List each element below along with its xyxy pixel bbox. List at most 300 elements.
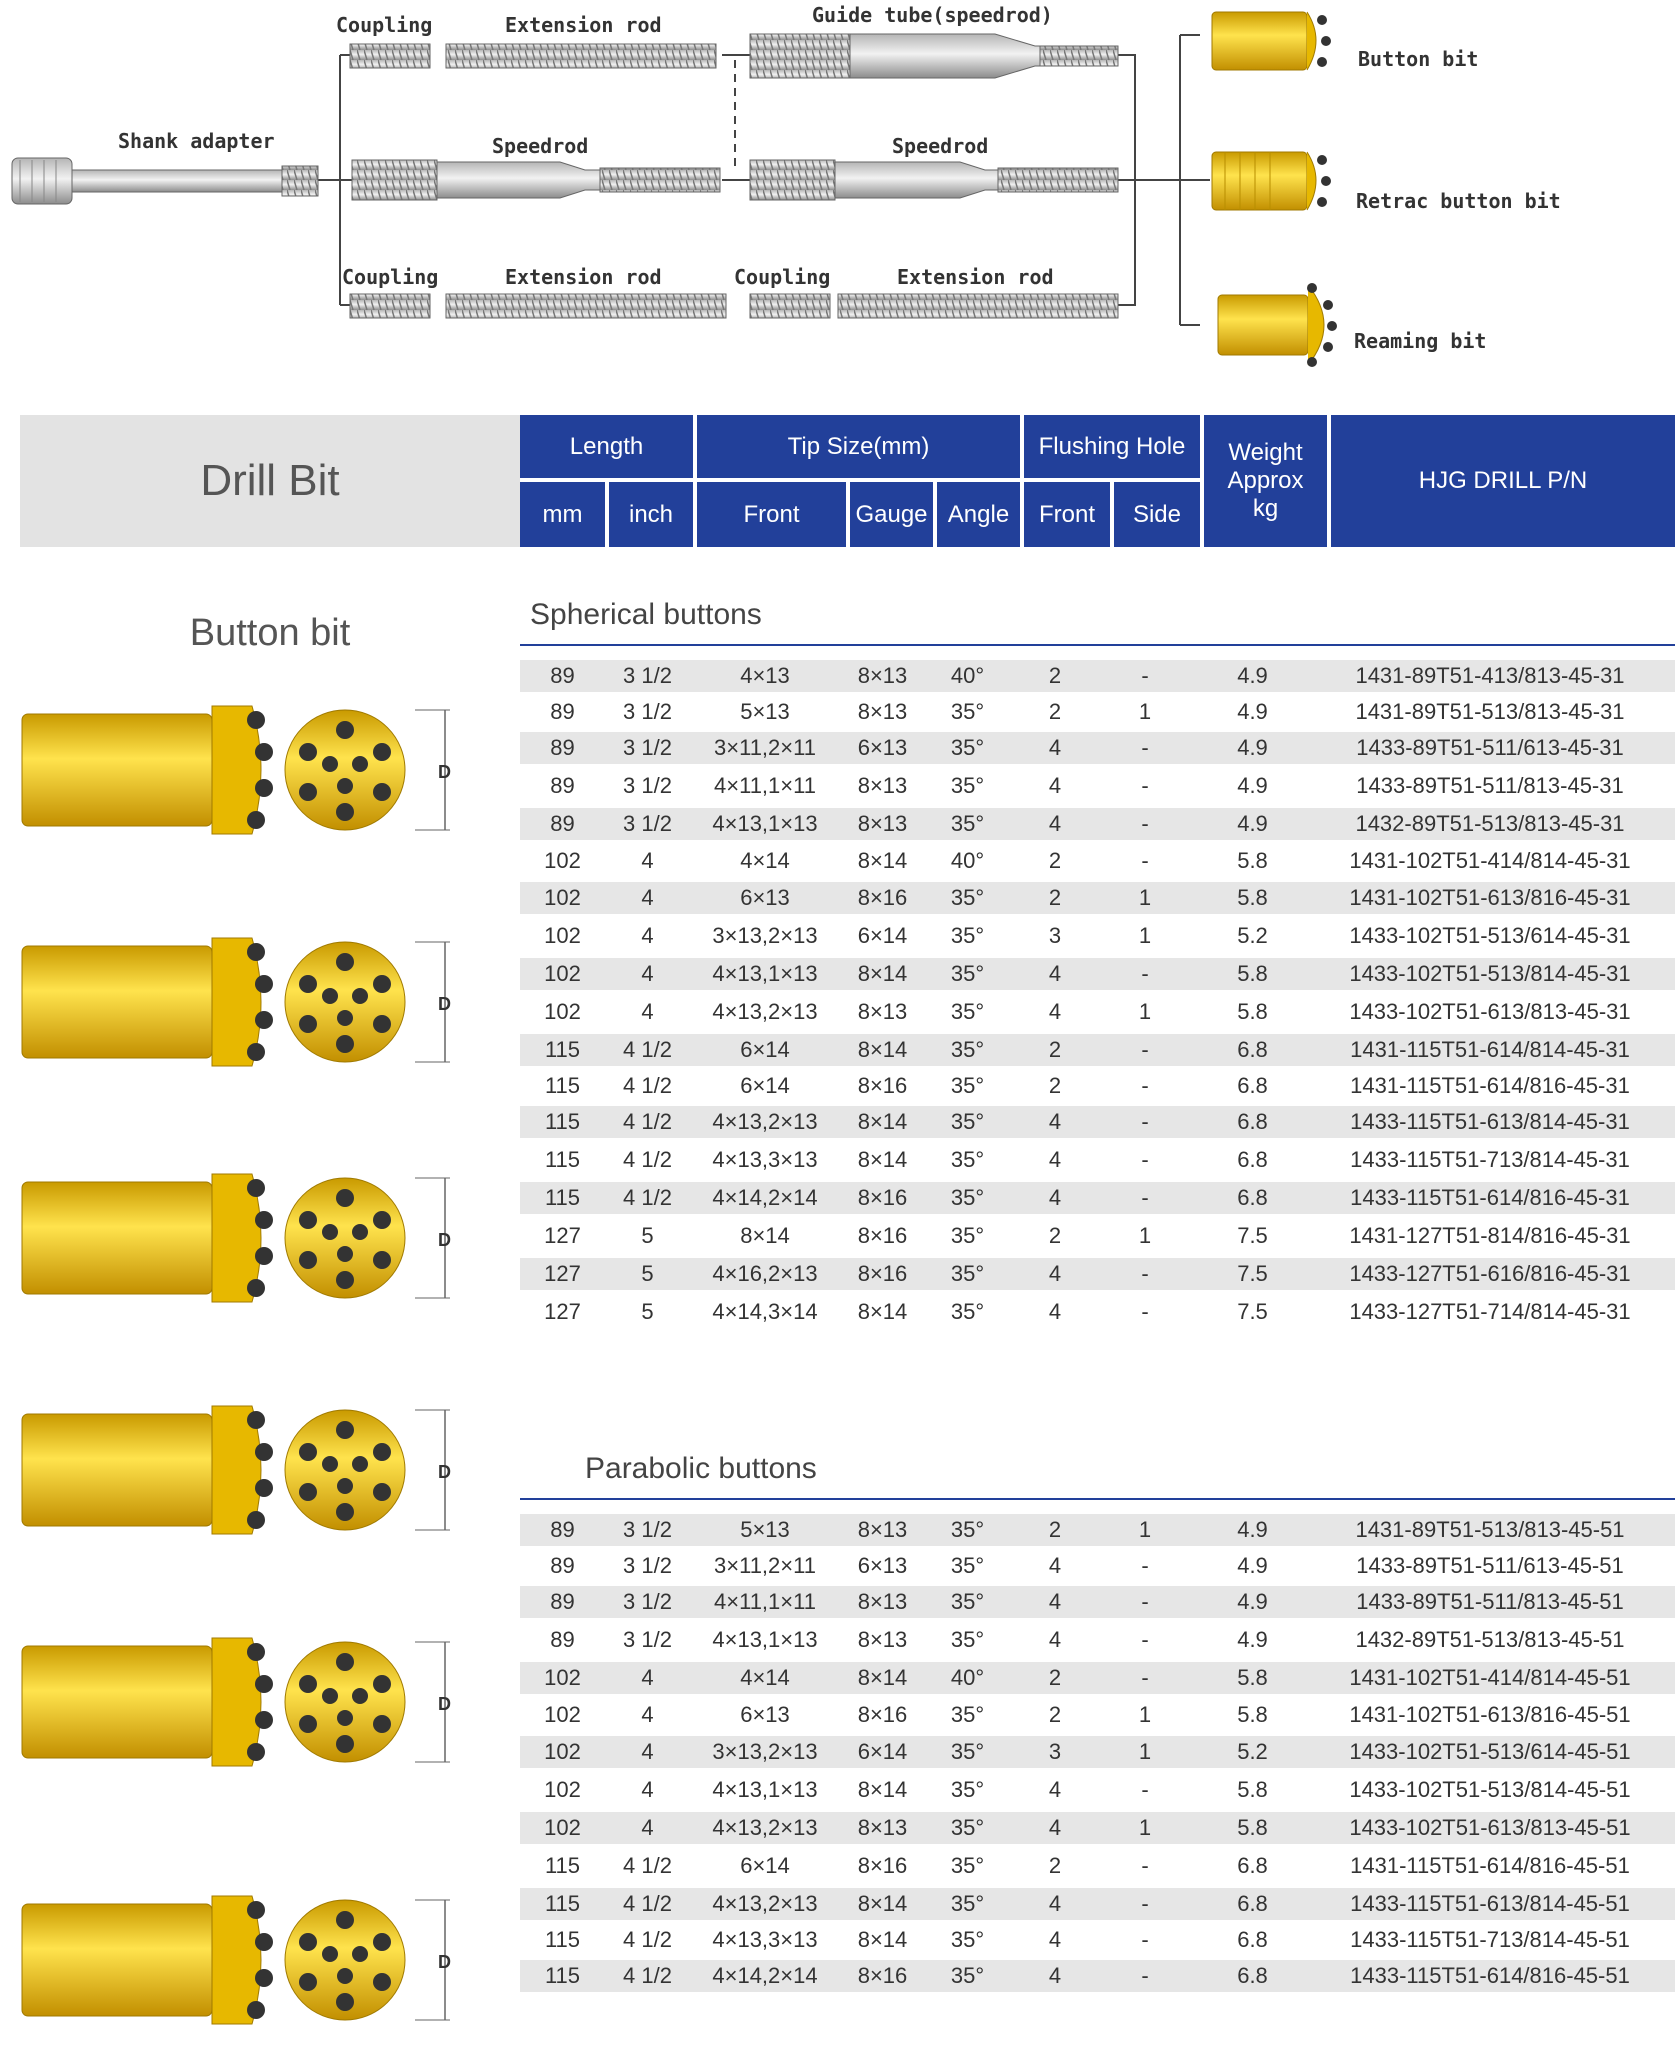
cell-weight: 6.8 bbox=[1237, 1185, 1268, 1210]
cell-flushing-side: - bbox=[1141, 1891, 1149, 1916]
table-row bbox=[520, 1258, 1675, 1290]
cell-mm: 89 bbox=[550, 735, 575, 760]
cell-tip-front: 3×13,2×13 bbox=[712, 923, 818, 948]
table-row bbox=[520, 1514, 1675, 1546]
cell-flushing-side: - bbox=[1141, 1963, 1149, 1988]
cell-tip-angle: 35° bbox=[950, 1777, 985, 1802]
cell-flushing-front: 4 bbox=[1048, 999, 1062, 1024]
table-row bbox=[520, 660, 1675, 692]
cell-weight: 6.8 bbox=[1237, 1037, 1268, 1062]
cell-tip-front: 4×13,1×13 bbox=[712, 1627, 818, 1652]
cell-tip-gauge: 8×16 bbox=[857, 1963, 908, 1988]
cell-part-number: 1433-127T51-616/816-45-31 bbox=[1349, 1261, 1631, 1286]
cell-tip-angle: 35° bbox=[950, 1739, 985, 1764]
cell-tip-front: 6×13 bbox=[740, 885, 790, 910]
cell-weight: 4.9 bbox=[1237, 1517, 1268, 1542]
table-row bbox=[520, 1586, 1675, 1618]
table-row bbox=[520, 1138, 1675, 1182]
cell-tip-front: 4×14,3×14 bbox=[712, 1299, 818, 1324]
cell-tip-front: 5×13 bbox=[740, 1517, 790, 1542]
table-row bbox=[520, 1106, 1675, 1138]
cell-mm: 89 bbox=[550, 663, 575, 688]
cell-mm: 89 bbox=[550, 1627, 575, 1652]
table-row bbox=[520, 840, 1675, 882]
cell-part-number: 1433-115T51-613/814-45-51 bbox=[1350, 1891, 1630, 1916]
header-flushing-side: Side bbox=[1114, 482, 1200, 547]
button-bit-title: Button bit bbox=[189, 612, 351, 654]
table-row bbox=[520, 732, 1675, 764]
cell-flushing-side: - bbox=[1141, 1665, 1149, 1690]
cell-mm: 89 bbox=[550, 773, 575, 798]
reaming-bit-graphic bbox=[1218, 283, 1337, 367]
cell-flushing-side: - bbox=[1141, 961, 1149, 986]
cell-flushing-front: 2 bbox=[1048, 699, 1062, 724]
table-row bbox=[520, 1960, 1675, 1992]
cell-flushing-side: 1 bbox=[1138, 923, 1152, 948]
diameter-label: D bbox=[438, 994, 451, 1014]
cell-part-number: 1433-102T51-513/614-45-51 bbox=[1349, 1739, 1631, 1764]
cell-tip-front: 4×13,2×13 bbox=[712, 999, 818, 1024]
cell-flushing-front: 2 bbox=[1048, 1223, 1062, 1248]
diameter-label: D bbox=[438, 762, 451, 782]
cell-flushing-front: 2 bbox=[1048, 848, 1062, 873]
cell-flushing-front: 4 bbox=[1048, 1589, 1062, 1614]
cell-part-number: 1431-115T51-614/814-45-31 bbox=[1350, 1037, 1630, 1062]
header-weight: Weight Approx kg bbox=[1204, 415, 1327, 547]
cell-weight: 5.2 bbox=[1237, 1739, 1268, 1764]
table-row bbox=[520, 1768, 1675, 1812]
table-row bbox=[520, 692, 1675, 732]
table-row bbox=[520, 1034, 1675, 1066]
extension-rod-graphic-2 bbox=[446, 294, 726, 318]
cell-weight: 4.9 bbox=[1237, 1589, 1268, 1614]
cell-tip-front: 4×13,1×13 bbox=[712, 811, 818, 836]
cell-part-number: 1431-89T51-413/813-45-31 bbox=[1355, 663, 1625, 688]
cell-tip-gauge: 8×16 bbox=[857, 1223, 908, 1248]
drill-string-diagram bbox=[0, 0, 1677, 400]
cell-tip-angle: 35° bbox=[950, 1037, 985, 1062]
cell-tip-gauge: 8×13 bbox=[857, 663, 908, 688]
table-row bbox=[520, 1546, 1675, 1586]
cell-weight: 7.5 bbox=[1237, 1299, 1268, 1324]
cell-tip-front: 6×14 bbox=[740, 1073, 790, 1098]
cell-tip-angle: 35° bbox=[950, 1627, 985, 1652]
cell-mm: 115 bbox=[544, 1927, 581, 1952]
coupling-label-3: Coupling bbox=[734, 265, 831, 289]
cell-inch: 3 1/2 bbox=[623, 773, 672, 798]
cell-tip-angle: 35° bbox=[950, 1891, 985, 1916]
table-row bbox=[520, 1694, 1675, 1736]
cell-mm: 102 bbox=[544, 1739, 581, 1764]
extension-rod-graphic-3 bbox=[838, 294, 1118, 318]
cell-inch: 4 1/2 bbox=[623, 1073, 672, 1098]
cell-flushing-side: - bbox=[1141, 1109, 1149, 1134]
cell-tip-angle: 35° bbox=[950, 1147, 985, 1172]
cell-weight: 5.8 bbox=[1237, 1777, 1268, 1802]
cell-part-number: 1433-102T51-513/614-45-31 bbox=[1349, 923, 1631, 948]
cell-inch: 3 1/2 bbox=[623, 1517, 672, 1542]
table-row bbox=[520, 808, 1675, 840]
diameter-label: D bbox=[438, 1952, 451, 1972]
cell-tip-gauge: 8×14 bbox=[857, 1665, 908, 1690]
table-title: Drill Bit bbox=[20, 415, 520, 547]
cell-part-number: 1433-115T51-713/814-45-51 bbox=[1350, 1927, 1630, 1952]
cell-weight: 4.9 bbox=[1237, 773, 1268, 798]
cell-tip-gauge: 8×13 bbox=[857, 1815, 908, 1840]
cell-tip-gauge: 8×13 bbox=[857, 1589, 908, 1614]
cell-weight: 4.9 bbox=[1237, 1627, 1268, 1652]
extension-rod-label-3: Extension rod bbox=[897, 265, 1054, 289]
cell-inch: 4 bbox=[641, 961, 654, 986]
cell-part-number: 1431-102T51-613/816-45-31 bbox=[1349, 885, 1631, 910]
cell-flushing-front: 4 bbox=[1048, 811, 1062, 836]
cell-flushing-front: 4 bbox=[1048, 1777, 1062, 1802]
cell-flushing-side: - bbox=[1141, 773, 1149, 798]
cell-inch: 3 1/2 bbox=[623, 1627, 672, 1652]
cell-flushing-side: - bbox=[1141, 1553, 1149, 1578]
cell-weight: 4.9 bbox=[1237, 811, 1268, 836]
cell-flushing-front: 4 bbox=[1048, 1627, 1062, 1652]
cell-mm: 102 bbox=[544, 1665, 581, 1690]
cell-tip-front: 3×11,2×11 bbox=[714, 735, 816, 760]
cell-flushing-side: - bbox=[1141, 1185, 1149, 1210]
cell-inch: 4 bbox=[641, 1665, 654, 1690]
header-flushing-hole: Flushing Hole bbox=[1024, 415, 1200, 478]
cell-inch: 5 bbox=[641, 1261, 654, 1286]
speedrod-label-2: Speedrod bbox=[892, 134, 989, 158]
cell-flushing-front: 4 bbox=[1048, 1147, 1062, 1172]
cell-inch: 3 1/2 bbox=[623, 1589, 672, 1614]
cell-flushing-front: 4 bbox=[1048, 1185, 1062, 1210]
header-part-number: HJG DRILL P/N bbox=[1331, 415, 1675, 547]
cell-part-number: 1433-89T51-511/813-45-51 bbox=[1356, 1589, 1624, 1614]
retrac-button-bit-label: Retrac button bit bbox=[1356, 189, 1561, 213]
shank-adapter-graphic bbox=[12, 158, 318, 204]
cell-flushing-front: 2 bbox=[1048, 1517, 1062, 1542]
cell-tip-gauge: 6×13 bbox=[857, 735, 908, 760]
cell-mm: 115 bbox=[544, 1109, 581, 1134]
cell-part-number: 1431-89T51-513/813-45-51 bbox=[1355, 1517, 1625, 1542]
diameter-label: D bbox=[438, 1230, 451, 1250]
retrac-button-bit-graphic bbox=[1212, 152, 1331, 210]
cell-part-number: 1431-89T51-513/813-45-31 bbox=[1355, 699, 1625, 724]
cell-flushing-side: 1 bbox=[1138, 1223, 1152, 1248]
cell-flushing-side: - bbox=[1141, 1261, 1149, 1286]
cell-mm: 102 bbox=[544, 1702, 581, 1727]
cell-tip-front: 4×16,2×13 bbox=[712, 1261, 818, 1286]
cell-tip-front: 4×13,2×13 bbox=[712, 1109, 818, 1134]
cell-tip-gauge: 8×14 bbox=[857, 1109, 908, 1134]
cell-flushing-front: 4 bbox=[1048, 1815, 1062, 1840]
cell-flushing-front: 4 bbox=[1048, 1927, 1062, 1952]
cell-weight: 6.8 bbox=[1237, 1927, 1268, 1952]
header-tip-angle: Angle bbox=[937, 482, 1020, 547]
cell-inch: 3 1/2 bbox=[623, 663, 672, 688]
cell-mm: 127 bbox=[544, 1299, 581, 1324]
cell-tip-angle: 35° bbox=[950, 923, 985, 948]
table-row bbox=[520, 1888, 1675, 1920]
table-header bbox=[20, 415, 1675, 547]
cell-mm: 127 bbox=[544, 1261, 581, 1286]
cell-inch: 4 bbox=[641, 1777, 654, 1802]
cell-weight: 6.8 bbox=[1237, 1073, 1268, 1098]
header-tip-gauge: Gauge bbox=[850, 482, 933, 547]
cell-tip-gauge: 6×14 bbox=[857, 1739, 908, 1764]
cell-flushing-front: 2 bbox=[1048, 885, 1062, 910]
cell-inch: 4 1/2 bbox=[623, 1927, 672, 1952]
cell-tip-angle: 35° bbox=[950, 1589, 985, 1614]
cell-weight: 5.8 bbox=[1237, 999, 1268, 1024]
extension-rod-graphic-1 bbox=[446, 44, 716, 68]
cell-tip-front: 6×13 bbox=[740, 1702, 790, 1727]
parabolic-rule bbox=[520, 1498, 1675, 1500]
cell-tip-angle: 35° bbox=[950, 735, 985, 760]
cell-part-number: 1433-102T51-513/814-45-31 bbox=[1349, 961, 1631, 986]
button-bit-graphic bbox=[1212, 12, 1331, 70]
speedrod-graphic-1 bbox=[352, 160, 720, 200]
cell-part-number: 1433-102T51-613/813-45-31 bbox=[1349, 999, 1631, 1024]
table-row bbox=[520, 1182, 1675, 1214]
cell-weight: 5.8 bbox=[1237, 848, 1268, 873]
cell-mm: 102 bbox=[544, 885, 581, 910]
spherical-table bbox=[520, 660, 1675, 1334]
cell-mm: 89 bbox=[550, 811, 575, 836]
cell-flushing-front: 2 bbox=[1048, 1853, 1062, 1878]
cell-tip-gauge: 8×14 bbox=[857, 961, 908, 986]
cell-inch: 5 bbox=[641, 1299, 654, 1324]
cell-flushing-side: - bbox=[1141, 1073, 1149, 1098]
cell-mm: 115 bbox=[544, 1185, 581, 1210]
cell-tip-angle: 35° bbox=[950, 1702, 985, 1727]
cell-tip-front: 4×11,1×11 bbox=[714, 1589, 816, 1614]
button-bit-image bbox=[20, 1890, 460, 2030]
cell-flushing-front: 3 bbox=[1048, 923, 1062, 948]
extension-rod-label-2: Extension rod bbox=[505, 265, 662, 289]
cell-inch: 3 1/2 bbox=[623, 1553, 672, 1578]
cell-tip-front: 3×13,2×13 bbox=[712, 1739, 818, 1764]
cell-tip-gauge: 8×16 bbox=[857, 1853, 908, 1878]
cell-tip-gauge: 8×14 bbox=[857, 1891, 908, 1916]
cell-flushing-side: - bbox=[1141, 1927, 1149, 1952]
cell-mm: 115 bbox=[544, 1147, 581, 1172]
guide-tube-label: Guide tube(speedrod) bbox=[812, 3, 1053, 27]
cell-tip-gauge: 8×16 bbox=[857, 885, 908, 910]
cell-tip-front: 4×11,1×11 bbox=[714, 773, 816, 798]
cell-tip-front: 6×14 bbox=[740, 1853, 790, 1878]
cell-flushing-side: - bbox=[1141, 811, 1149, 836]
diameter-label: D bbox=[438, 1462, 451, 1482]
cell-tip-angle: 35° bbox=[950, 961, 985, 986]
cell-flushing-front: 4 bbox=[1048, 1963, 1062, 1988]
coupling-graphic-2 bbox=[350, 294, 430, 318]
button-bit-image bbox=[20, 1168, 460, 1308]
cell-weight: 5.8 bbox=[1237, 1702, 1268, 1727]
cell-flushing-front: 2 bbox=[1048, 663, 1062, 688]
cell-flushing-front: 4 bbox=[1048, 1261, 1062, 1286]
header-length-mm: mm bbox=[520, 482, 605, 547]
cell-tip-gauge: 8×14 bbox=[857, 848, 908, 873]
cell-flushing-front: 4 bbox=[1048, 1553, 1062, 1578]
cell-flushing-front: 4 bbox=[1048, 735, 1062, 760]
cell-weight: 6.8 bbox=[1237, 1147, 1268, 1172]
cell-tip-gauge: 8×16 bbox=[857, 1185, 908, 1210]
button-bit-label: Button bit bbox=[1358, 47, 1479, 71]
cell-tip-angle: 35° bbox=[950, 1553, 985, 1578]
cell-flushing-front: 4 bbox=[1048, 1109, 1062, 1134]
cell-tip-angle: 35° bbox=[950, 699, 985, 724]
cell-tip-gauge: 8×16 bbox=[857, 1073, 908, 1098]
cell-tip-gauge: 8×14 bbox=[857, 1037, 908, 1062]
cell-tip-front: 4×14 bbox=[740, 848, 790, 873]
cell-weight: 4.9 bbox=[1237, 663, 1268, 688]
spherical-rule bbox=[520, 644, 1675, 646]
cell-inch: 4 bbox=[641, 1702, 654, 1727]
cell-tip-angle: 35° bbox=[950, 1073, 985, 1098]
cell-flushing-side: 1 bbox=[1138, 699, 1152, 724]
cell-flushing-side: 1 bbox=[1138, 1702, 1152, 1727]
cell-tip-angle: 35° bbox=[950, 1927, 985, 1952]
cell-mm: 115 bbox=[544, 1891, 581, 1916]
cell-part-number: 1433-115T51-613/814-45-31 bbox=[1350, 1109, 1630, 1134]
cell-inch: 4 1/2 bbox=[623, 1109, 672, 1134]
cell-part-number: 1433-102T51-513/814-45-51 bbox=[1349, 1777, 1631, 1802]
header-tip-size: Tip Size(mm) bbox=[697, 415, 1020, 478]
cell-mm: 102 bbox=[544, 923, 581, 948]
table-row bbox=[520, 958, 1675, 990]
cell-mm: 127 bbox=[544, 1223, 581, 1248]
cell-tip-angle: 35° bbox=[950, 1299, 985, 1324]
cell-tip-angle: 40° bbox=[950, 1665, 985, 1690]
cell-weight: 5.8 bbox=[1237, 885, 1268, 910]
cell-weight: 5.2 bbox=[1237, 923, 1268, 948]
cell-tip-gauge: 8×14 bbox=[857, 1927, 908, 1952]
cell-part-number: 1433-127T51-714/814-45-31 bbox=[1349, 1299, 1631, 1324]
cell-inch: 3 1/2 bbox=[623, 699, 672, 724]
cell-weight: 7.5 bbox=[1237, 1223, 1268, 1248]
button-bit-image bbox=[20, 932, 460, 1072]
cell-part-number: 1431-115T51-614/816-45-51 bbox=[1350, 1853, 1630, 1878]
cell-tip-front: 4×13,2×13 bbox=[712, 1891, 818, 1916]
parabolic-table bbox=[520, 1514, 1675, 1992]
cell-inch: 4 bbox=[641, 1815, 654, 1840]
cell-tip-front: 4×13,1×13 bbox=[712, 961, 818, 986]
cell-weight: 6.8 bbox=[1237, 1891, 1268, 1916]
cell-tip-angle: 35° bbox=[950, 1223, 985, 1248]
cell-flushing-front: 4 bbox=[1048, 1299, 1062, 1324]
cell-part-number: 1433-115T51-614/816-45-51 bbox=[1350, 1963, 1630, 1988]
diameter-label: D bbox=[438, 1694, 451, 1714]
parabolic-buttons-label: Parabolic buttons bbox=[585, 1452, 817, 1485]
speedrod-graphic-2 bbox=[750, 160, 1118, 200]
cell-tip-gauge: 8×16 bbox=[857, 1261, 908, 1286]
cell-mm: 115 bbox=[544, 1853, 581, 1878]
cell-flushing-side: 1 bbox=[1138, 1815, 1152, 1840]
extension-rod-label-1: Extension rod bbox=[505, 13, 662, 37]
cell-part-number: 1433-115T51-713/814-45-31 bbox=[1350, 1147, 1630, 1172]
cell-inch: 4 bbox=[641, 885, 654, 910]
cell-tip-gauge: 8×13 bbox=[857, 773, 908, 798]
cell-flushing-front: 4 bbox=[1048, 961, 1062, 986]
spherical-buttons-label: Spherical buttons bbox=[530, 598, 762, 631]
cell-part-number: 1431-115T51-614/816-45-31 bbox=[1350, 1073, 1630, 1098]
cell-inch: 4 1/2 bbox=[623, 1147, 672, 1172]
cell-inch: 4 1/2 bbox=[623, 1037, 672, 1062]
table-row bbox=[520, 1214, 1675, 1258]
table-row bbox=[520, 1812, 1675, 1844]
cell-part-number: 1433-89T51-511/613-45-51 bbox=[1356, 1553, 1624, 1578]
cell-mm: 102 bbox=[544, 961, 581, 986]
cell-tip-front: 4×13,3×13 bbox=[712, 1147, 818, 1172]
cell-tip-gauge: 8×14 bbox=[857, 1147, 908, 1172]
cell-mm: 115 bbox=[544, 1073, 581, 1098]
cell-tip-angle: 35° bbox=[950, 999, 985, 1024]
cell-part-number: 1432-89T51-513/813-45-31 bbox=[1355, 811, 1625, 836]
cell-weight: 5.8 bbox=[1237, 1815, 1268, 1840]
cell-tip-gauge: 8×14 bbox=[857, 1777, 908, 1802]
cell-flushing-side: - bbox=[1141, 1147, 1149, 1172]
cell-inch: 4 bbox=[641, 1739, 654, 1764]
coupling-graphic-3 bbox=[750, 294, 830, 318]
header-length-inch: inch bbox=[609, 482, 693, 547]
cell-tip-angle: 35° bbox=[950, 1261, 985, 1286]
header-flushing-front: Front bbox=[1024, 482, 1110, 547]
button-bit-image bbox=[20, 700, 460, 840]
table-row bbox=[520, 1844, 1675, 1888]
cell-mm: 89 bbox=[550, 1589, 575, 1614]
cell-tip-angle: 40° bbox=[950, 663, 985, 688]
cell-inch: 5 bbox=[641, 1223, 654, 1248]
cell-flushing-side: 1 bbox=[1138, 1739, 1152, 1764]
cell-part-number: 1431-127T51-814/816-45-31 bbox=[1349, 1223, 1631, 1248]
cell-tip-angle: 35° bbox=[950, 811, 985, 836]
cell-tip-angle: 35° bbox=[950, 773, 985, 798]
cell-inch: 4 bbox=[641, 923, 654, 948]
cell-weight: 6.8 bbox=[1237, 1853, 1268, 1878]
cell-mm: 102 bbox=[544, 848, 581, 873]
cell-tip-angle: 35° bbox=[950, 1517, 985, 1542]
cell-tip-angle: 35° bbox=[950, 1815, 985, 1840]
cell-flushing-side: - bbox=[1141, 1777, 1149, 1802]
cell-mm: 115 bbox=[544, 1037, 581, 1062]
cell-flushing-side: 1 bbox=[1138, 1517, 1152, 1542]
table-row bbox=[520, 1290, 1675, 1334]
cell-flushing-side: - bbox=[1141, 1589, 1149, 1614]
table-row bbox=[520, 764, 1675, 808]
cell-tip-front: 6×14 bbox=[740, 1037, 790, 1062]
cell-tip-front: 3×11,2×11 bbox=[714, 1553, 816, 1578]
cell-inch: 3 1/2 bbox=[623, 735, 672, 760]
cell-tip-front: 4×13,3×13 bbox=[712, 1927, 818, 1952]
table-row bbox=[520, 1736, 1675, 1768]
cell-tip-front: 4×14,2×14 bbox=[712, 1963, 818, 1988]
cell-tip-angle: 40° bbox=[950, 848, 985, 873]
header-tip-front: Front bbox=[697, 482, 846, 547]
cell-flushing-side: - bbox=[1141, 1299, 1149, 1324]
cell-part-number: 1433-102T51-613/813-45-51 bbox=[1349, 1815, 1631, 1840]
cell-flushing-side: 1 bbox=[1138, 885, 1152, 910]
cell-tip-gauge: 8×13 bbox=[857, 699, 908, 724]
cell-weight: 5.8 bbox=[1237, 1665, 1268, 1690]
coupling-label-2: Coupling bbox=[342, 265, 439, 289]
cell-flushing-front: 2 bbox=[1048, 1037, 1062, 1062]
cell-flushing-side: - bbox=[1141, 1037, 1149, 1062]
cell-tip-front: 4×14,2×14 bbox=[712, 1185, 818, 1210]
cell-tip-angle: 35° bbox=[950, 885, 985, 910]
cell-part-number: 1433-89T51-511/613-45-31 bbox=[1356, 735, 1624, 760]
cell-mm: 115 bbox=[544, 1963, 581, 1988]
cell-tip-front: 4×14 bbox=[740, 1665, 790, 1690]
cell-inch: 4 1/2 bbox=[623, 1891, 672, 1916]
